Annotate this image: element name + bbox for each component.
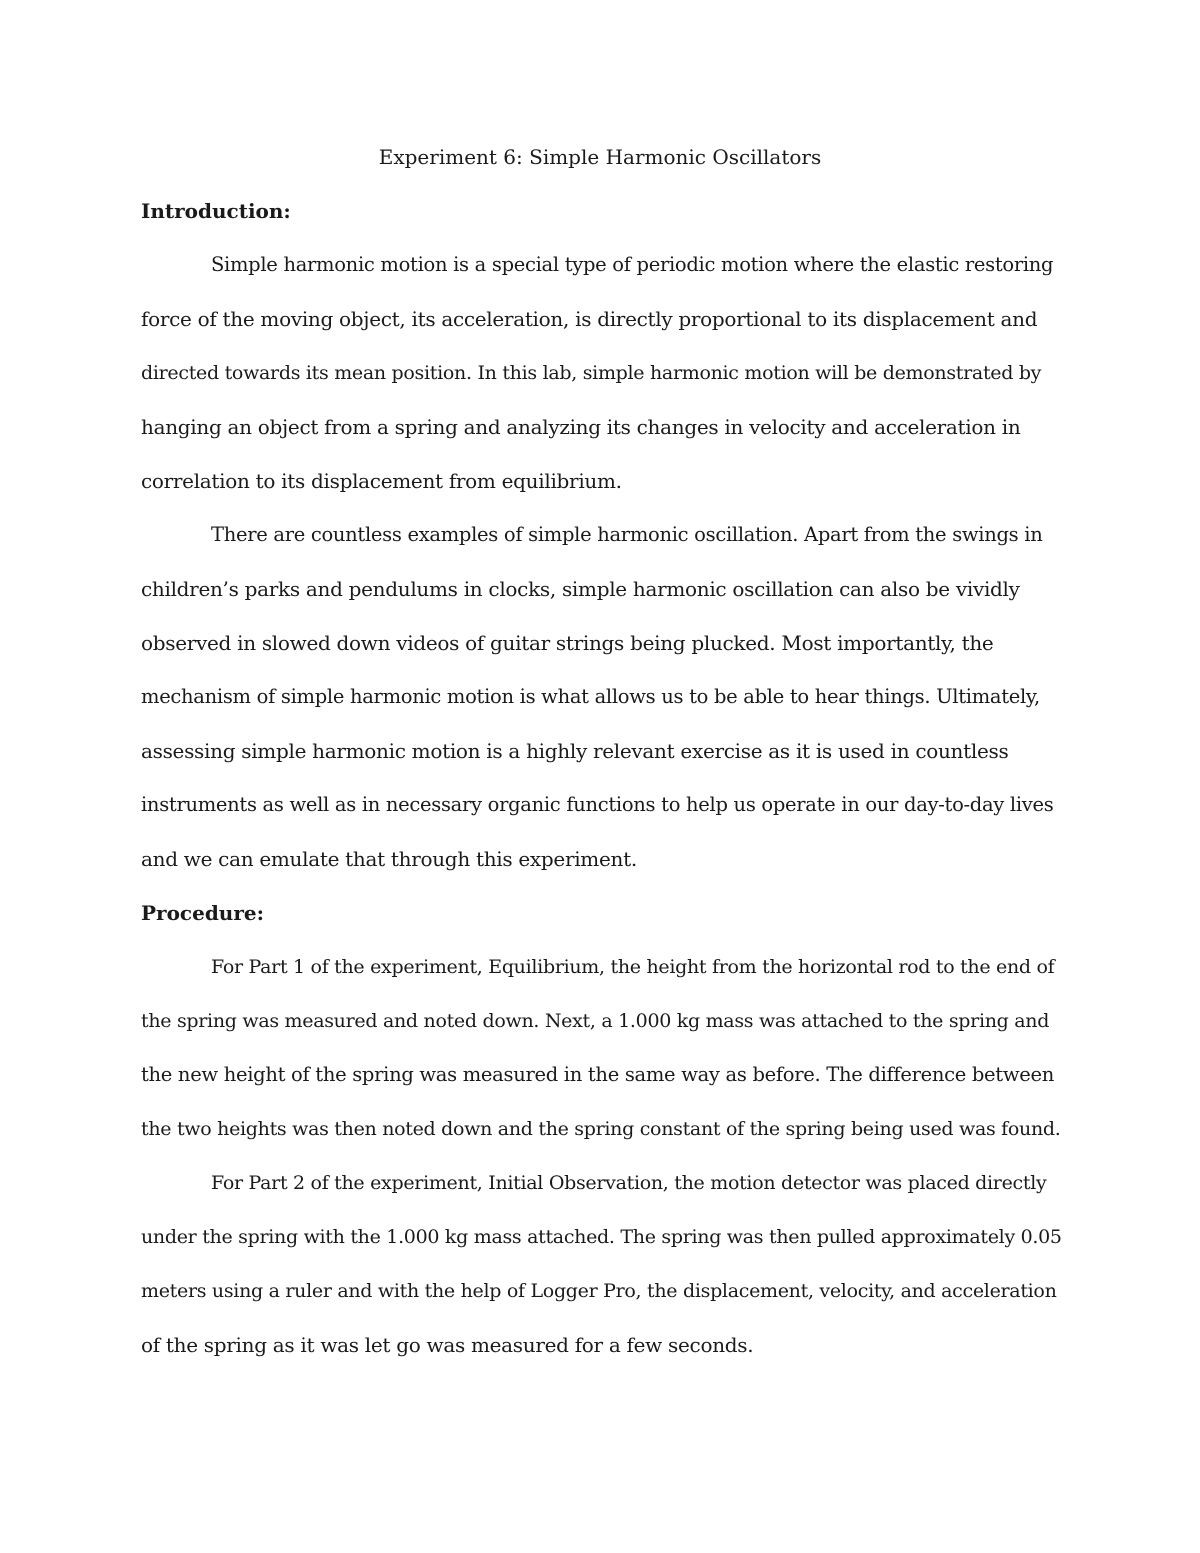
text-line: force of the moving object, its acceleration, is directly proportional to its displacement and xyxy=(141,307,1038,331)
text-line: hanging an object from a spring and analyzing its changes in velocity and acceleration in xyxy=(141,415,1021,439)
document-title: Experiment 6: Simple Harmonic Oscillators xyxy=(378,145,822,169)
introduction-heading: Introduction: xyxy=(141,199,291,223)
text-line: children’s parks and pendulums in clocks, simple harmonic oscillation can also be vividly xyxy=(141,577,1020,601)
text-line: correlation to its displacement from equilibrium. xyxy=(141,469,622,493)
procedure-heading: Procedure: xyxy=(141,901,264,925)
text-line: the spring was measured and noted down. Next, a 1.000 kg mass was attached to the spring and xyxy=(141,1010,1050,1032)
text-line: assessing simple harmonic motion is a highly relevant exercise as it is used in countless xyxy=(141,739,1009,763)
text-line: observed in slowed down videos of guitar strings being plucked. Most importantly, the xyxy=(141,631,994,655)
text-line: instruments as well as in necessary organic functions to help us operate in our day-to-day lives xyxy=(141,793,1054,816)
text-line: For Part 1 of the experiment, Equilibrium, the height from the horizontal rod to the end of xyxy=(211,956,1055,978)
text-line: the new height of the spring was measured in the same way as before. The difference between xyxy=(141,1063,1054,1086)
text-line: Simple harmonic motion is a special type of periodic motion where the elastic restoring xyxy=(211,253,1054,276)
text-line: the two heights was then noted down and the spring constant of the spring being used was found. xyxy=(141,1118,1061,1140)
text-line: mechanism of simple harmonic motion is what allows us to be able to hear things. Ultimately, xyxy=(141,685,1040,708)
text-line: meters using a ruler and with the help of Logger Pro, the displacement, velocity, and acceleration xyxy=(141,1280,1057,1302)
text-line: under the spring with the 1.000 kg mass attached. The spring was then pulled approximately 0.05 xyxy=(141,1226,1062,1248)
text-line: of the spring as it was let go was measured for a few seconds. xyxy=(141,1333,754,1357)
text-line: directed towards its mean position. In this lab, simple harmonic motion will be demonstrated by xyxy=(141,362,1042,384)
text-line: There are countless examples of simple harmonic oscillation. Apart from the swings in xyxy=(211,523,1043,546)
text-line: For Part 2 of the experiment, Initial Observation, the motion detector was placed directly xyxy=(211,1172,1047,1194)
text-line: and we can emulate that through this experiment. xyxy=(141,847,637,871)
